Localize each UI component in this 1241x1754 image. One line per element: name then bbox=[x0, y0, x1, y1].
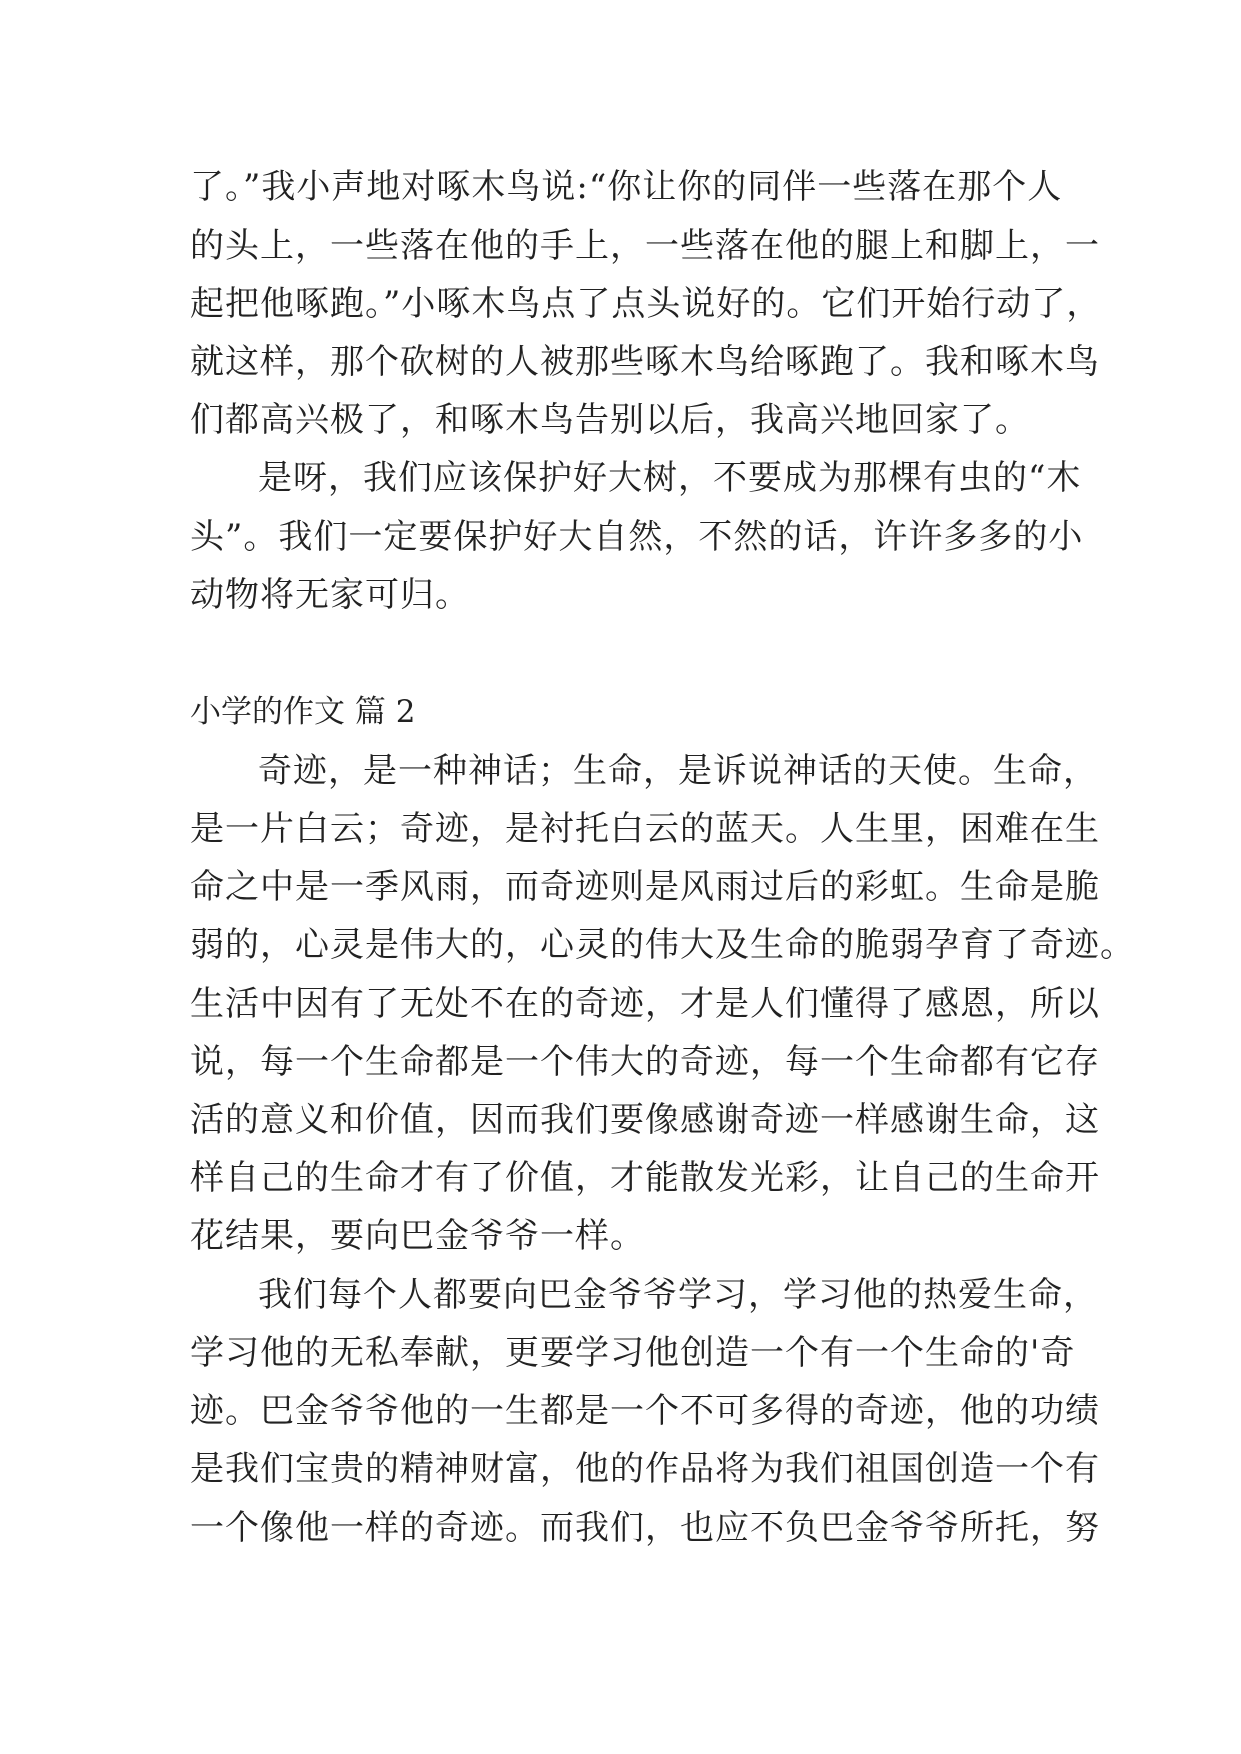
text-line: 学习他的无私奉献，更要学习他创造一个有一个生命的'奇 bbox=[190, 1333, 1076, 1373]
section-heading: 小学的作文 篇 2 bbox=[190, 694, 416, 730]
text-line: 活的意义和价值，因而我们要像感谢奇迹一样感谢生命，这 bbox=[190, 1100, 1100, 1140]
text-line: 奇迹，是一种神话；生命，是诉说神话的天使。生命， bbox=[258, 751, 1098, 791]
text-line: 我们每个人都要向巴金爷爷学习，学习他的热爱生命， bbox=[258, 1275, 1098, 1315]
text-line: 命之中是一季风雨，而奇迹则是风雨过后的彩虹。生命是脆 bbox=[190, 867, 1100, 907]
text-line: 是呀，我们应该保护好大树，不要成为那棵有虫的“木 bbox=[258, 458, 1082, 498]
text-line: 的头上，一些落在他的手上，一些落在他的腿上和脚上，一 bbox=[190, 226, 1100, 266]
text-line: 弱的，心灵是伟大的，心灵的伟大及生命的脆弱孕育了奇迹。 bbox=[190, 925, 1135, 965]
text-line: 起把他啄跑。”小啄木鸟点了点头说好的。它们开始行动了， bbox=[190, 284, 1102, 324]
text-line: 头”。我们一定要保护好大自然，不然的话，许许多多的小 bbox=[190, 517, 1084, 557]
text-line: 说，每一个生命都是一个伟大的奇迹，每一个生命都有它存 bbox=[190, 1042, 1100, 1082]
text-line: 是一片白云；奇迹，是衬托白云的蓝天。人生里，困难在生 bbox=[190, 809, 1100, 849]
text-line: 迹。巴金爷爷他的一生都是一个不可多得的奇迹，他的功绩 bbox=[190, 1391, 1100, 1431]
text-line: 动物将无家可归。 bbox=[190, 575, 470, 615]
text-line: 就这样，那个砍树的人被那些啄木鸟给啄跑了。我和啄木鸟 bbox=[190, 342, 1100, 382]
text-line: 是我们宝贵的精神财富，他的作品将为我们祖国创造一个有 bbox=[190, 1449, 1100, 1489]
text-line: 了。”我小声地对啄木鸟说:“你让你的同伴一些落在那个人 bbox=[190, 167, 1063, 207]
text-line: 生活中因有了无处不在的奇迹，才是人们懂得了感恩，所以 bbox=[190, 984, 1100, 1024]
text-line: 一个像他一样的奇迹。而我们，也应不负巴金爷爷所托，努 bbox=[190, 1508, 1100, 1548]
text-line: 花结果，要向巴金爷爷一样。 bbox=[190, 1216, 645, 1256]
text-line: 样自己的生命才有了价值，才能散发光彩，让自己的生命开 bbox=[190, 1158, 1100, 1198]
text-line: 们都高兴极了，和啄木鸟告别以后，我高兴地回家了。 bbox=[190, 400, 1030, 440]
